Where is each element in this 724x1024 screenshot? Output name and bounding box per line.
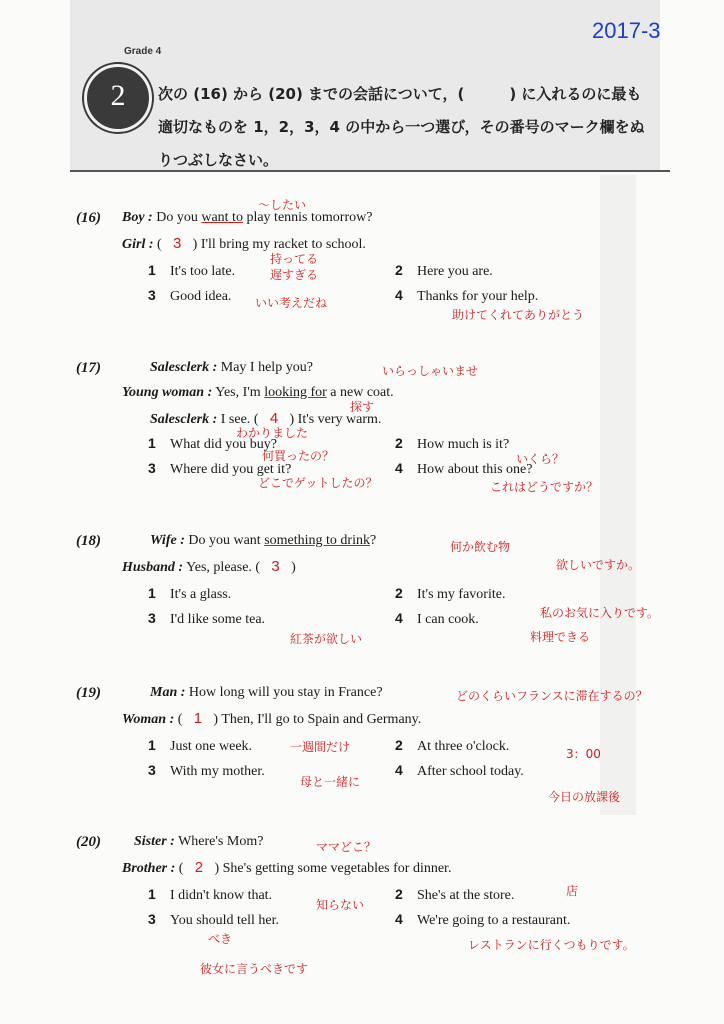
option: 4 How about this one?: [395, 460, 533, 477]
instruction-text: 次の (16) から (20) までの会話について，( ) に入れるのに最も適切なものを 1，2，3，4 の中から一つ選び，その番号のマーク欄をぬりつぶしなさい。: [158, 85, 645, 169]
option-text: I didn't know that.: [170, 888, 273, 903]
line-text: Yes, I'm: [215, 385, 261, 400]
option-text: You should tell her.: [170, 913, 280, 928]
handwritten-note: どこでゲットしたの？: [258, 476, 378, 490]
speaker: Man :: [150, 685, 186, 700]
line-text: Then, I'll go to Spain and Germany.: [221, 712, 422, 727]
speaker: Sister :: [134, 834, 175, 849]
dialogue-line: Brother : ( 2 ) She's getting some vegetables for dinner.: [122, 859, 452, 876]
option: 1 It's too late.: [148, 262, 236, 279]
answer-mark: 3: [271, 558, 280, 575]
handwritten-note: 助けてくれてありがとう: [452, 308, 585, 322]
option-text: She's at the store.: [417, 888, 515, 903]
option: 3 You should tell her.: [148, 911, 280, 928]
dialogue-line: Husband : Yes, please. ( 3 ): [122, 558, 296, 575]
speaker: Wife :: [150, 533, 185, 548]
handwritten-note: 紅茶が欲しい: [290, 632, 363, 646]
speaker: Brother :: [122, 861, 176, 876]
option-text: I'd like some tea.: [170, 612, 266, 627]
handwritten-note: 3：00: [566, 747, 601, 761]
handwritten-note: 一週間だけ: [290, 740, 351, 754]
option: 3 I'd like some tea.: [148, 610, 266, 627]
dialogue-line: [150, 533, 376, 549]
line-text: She's getting some vegetables for dinner.: [222, 861, 452, 876]
handwritten-note: べき: [208, 932, 233, 946]
line-text: Yes, please.: [186, 560, 252, 575]
answer-mark: 3: [173, 235, 182, 252]
option-text: Thanks for your help.: [417, 289, 539, 304]
speaker: Salesclerk :: [150, 360, 218, 375]
line-text: I see.: [220, 412, 251, 427]
bleed-through: [600, 175, 636, 815]
option-text: At three o'clock.: [417, 739, 510, 754]
handwritten-note: 料理できる: [530, 630, 591, 644]
handwritten-note: 遅すぎる: [270, 268, 319, 282]
option: 3 Good idea.: [148, 287, 232, 304]
handwritten-note: いくら？: [516, 452, 565, 466]
handwritten-note: レストランに行くつもりです。: [468, 938, 635, 952]
option: 2 At three o'clock.: [395, 737, 510, 754]
option: 4 I can cook.: [395, 610, 479, 627]
dialogue-line: [150, 685, 383, 701]
option: 3 With my mother.: [148, 762, 265, 779]
handwritten-note: これはどうですか？: [490, 480, 599, 494]
line-text: May I help you?: [220, 360, 313, 375]
option: 2 It's my favorite.: [395, 585, 506, 602]
option-text: Here you are.: [417, 264, 493, 279]
handwritten-note: ママどこ？: [316, 840, 377, 854]
handwritten-note: 何買ったの？: [262, 449, 335, 463]
underlined-phrase: looking for: [264, 385, 327, 400]
option: 1 Just one week.: [148, 737, 253, 754]
option: 3 Where did you get it?: [148, 460, 292, 477]
handwritten-note: 母と一緒に: [300, 775, 361, 789]
option: 1 What did you buy?: [148, 435, 277, 452]
speaker: Boy :: [122, 210, 153, 225]
option-text: Just one week.: [170, 739, 253, 754]
line-text: Do you want: [188, 533, 261, 548]
divider: [70, 170, 670, 172]
handwritten-note: どのくらいフランスに滞在するの？: [456, 689, 648, 703]
option-text: It's a glass.: [170, 587, 232, 602]
speaker: Woman :: [122, 712, 175, 727]
line-text: ?: [369, 533, 377, 548]
option-text: After school today.: [417, 764, 524, 779]
option: 1 I didn't know that.: [148, 886, 273, 903]
option-text: With my mother.: [170, 764, 265, 779]
handwritten-note: 探す: [350, 400, 375, 414]
option: 2 How much is it?: [395, 435, 510, 452]
handwritten-note: いらっしゃいませ: [382, 364, 479, 378]
answer-mark: 1: [193, 710, 203, 727]
option-text: We're going to a restaurant.: [417, 913, 571, 928]
answer-mark: 2: [194, 859, 204, 876]
option: 2 She's at the store.: [395, 886, 515, 903]
handwritten-note: 〜したい: [258, 198, 307, 212]
handwritten-note: いい考えだね: [255, 296, 328, 310]
question-number: (16): [76, 210, 101, 226]
speaker: Husband :: [122, 560, 184, 575]
option-text: It's too late.: [170, 264, 236, 279]
dialogue-line: Woman : ( 1 ) Then, I'll go to Spain and Germany.: [122, 710, 422, 727]
question-number: (17): [76, 360, 101, 376]
option-text: What did you buy?: [170, 437, 277, 452]
line-text: a new coat.: [330, 385, 394, 400]
handwritten-note: 何か飲む物: [450, 540, 511, 554]
handwritten-note: 私のお気に入りです。: [540, 606, 660, 620]
option: 1 It's a glass.: [148, 585, 232, 602]
line-text: play tennis tomorrow?: [246, 210, 373, 225]
handwritten-note: 欲しいですか。: [556, 558, 641, 572]
line-text: I'll bring my racket to school.: [200, 237, 366, 252]
option: 4 After school today.: [395, 762, 524, 779]
question-number: (20): [76, 834, 101, 850]
option-text: Where did you get it?: [170, 462, 292, 477]
underlined-phrase: want to: [201, 210, 243, 225]
handwritten-note: 今日の放課後: [548, 790, 621, 804]
year-label: 2017-3: [592, 18, 661, 43]
option-text: I can cook.: [417, 612, 479, 627]
option: 2 Here you are.: [395, 262, 493, 279]
grade-label: Grade 4: [124, 46, 162, 57]
dialogue-line: Salesclerk : I see. ( 4 ) It's very warm.: [150, 410, 382, 427]
question-number: (19): [76, 685, 101, 701]
line-text: Where's Mom?: [178, 834, 264, 849]
handwritten-note: 持ってる: [270, 252, 319, 266]
section-number: 2: [110, 79, 126, 112]
option: 4 We're going to a restaurant.: [395, 911, 571, 928]
option-text: How much is it?: [417, 437, 510, 452]
line-text: Do you: [156, 210, 198, 225]
option: 4 Thanks for your help.: [395, 287, 539, 304]
option-text: Good idea.: [170, 289, 232, 304]
handwritten-note: 彼女に言うべきです: [200, 962, 309, 976]
dialogue-line: [122, 210, 372, 226]
handwritten-note: わかりました: [236, 426, 309, 440]
answer-mark: 4: [269, 410, 279, 427]
handwritten-note: 店: [566, 884, 579, 898]
section-number-badge: [84, 64, 152, 132]
line-text: How long will you stay in France?: [188, 685, 383, 700]
option-text: It's my favorite.: [417, 587, 506, 602]
handwritten-note: 知らない: [316, 898, 365, 912]
speaker: Girl :: [122, 237, 154, 252]
dialogue-line: Girl : ( 3 ) I'll bring my racket to school.: [122, 235, 366, 252]
line-text: It's very warm.: [297, 412, 382, 427]
underlined-phrase: something to drink: [264, 533, 370, 548]
dialogue-line: [134, 834, 263, 850]
speaker: Young woman :: [122, 385, 213, 400]
question-number: (18): [76, 533, 101, 549]
speaker: Salesclerk :: [150, 412, 218, 427]
option-text: How about this one?: [417, 462, 533, 477]
dialogue-line: [150, 360, 313, 376]
